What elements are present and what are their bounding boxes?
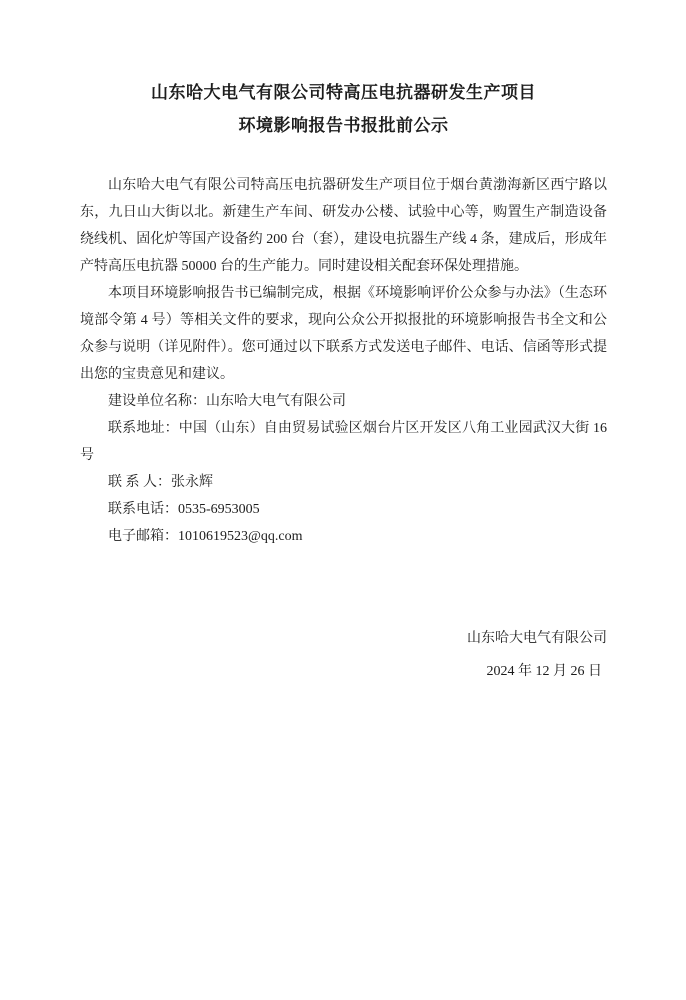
- contact-line-email: [80, 523, 607, 550]
- contact-label-phone: 联系电话：: [108, 502, 178, 517]
- doc-title-line-2: 环境影响报告书报批前公示: [238, 116, 449, 135]
- paragraph-project-overview: 山东哈大电气有限公司特高压电抗器研发生产项目位于烟台黄渤海新区西宁路以东，九日山大街以北。新建生产车间、研发办公楼、试验中心等，购置生产制造设备绕线机、固化炉等国产设备约 200 台（套），建设电抗器生产线 4 条，建成后，形成年产特高压电抗器 50000 台的生产能力。同时建设相关配套环保处理措施。: [80, 178, 607, 274]
- contact-value-unit-name: 山东哈大电气有限公司: [206, 394, 346, 409]
- signature-block: [80, 622, 607, 688]
- signature-date: 2024 年 12 月 26 日: [486, 664, 602, 679]
- contact-value-person: 张永辉: [171, 475, 213, 490]
- contact-label-address: 联系地址：: [108, 421, 179, 436]
- contact-label-unit-name: 建设单位名称：: [108, 394, 206, 409]
- paragraph-public-participation-notice: 本项目环境影响报告书已编制完成，根据《环境影响评价公众参与办法》（生态环境部令第 4 号）等相关文件的要求，现向公众公开拟报批的环境影响报告书全文和公众参与说明（详见附件）。您可通过以下联系方式发送电子邮件、电话、信函等形式提出您的宝贵意见和建议。: [80, 286, 607, 382]
- doc-title-line-1: 山东哈大电气有限公司特高压电抗器研发生产项目: [151, 83, 536, 102]
- contact-label-email: 电子邮箱：: [108, 529, 178, 544]
- contact-line-address: [80, 415, 607, 469]
- signature-company: 山东哈大电气有限公司: [467, 631, 607, 646]
- contact-line-unit-name: [80, 388, 607, 415]
- contact-value-phone: 0535-6953005: [178, 502, 260, 517]
- contact-value-email: 1010619523@qq.com: [178, 529, 303, 544]
- contact-label-person: 联 系 人：: [108, 475, 171, 490]
- contact-line-person: [80, 469, 607, 496]
- contact-value-address: 中国（山东）自由贸易试验区烟台片区开发区八角工业园武汉大街 16 号: [80, 421, 608, 463]
- document-title: [80, 76, 607, 142]
- contact-line-phone: [80, 496, 607, 523]
